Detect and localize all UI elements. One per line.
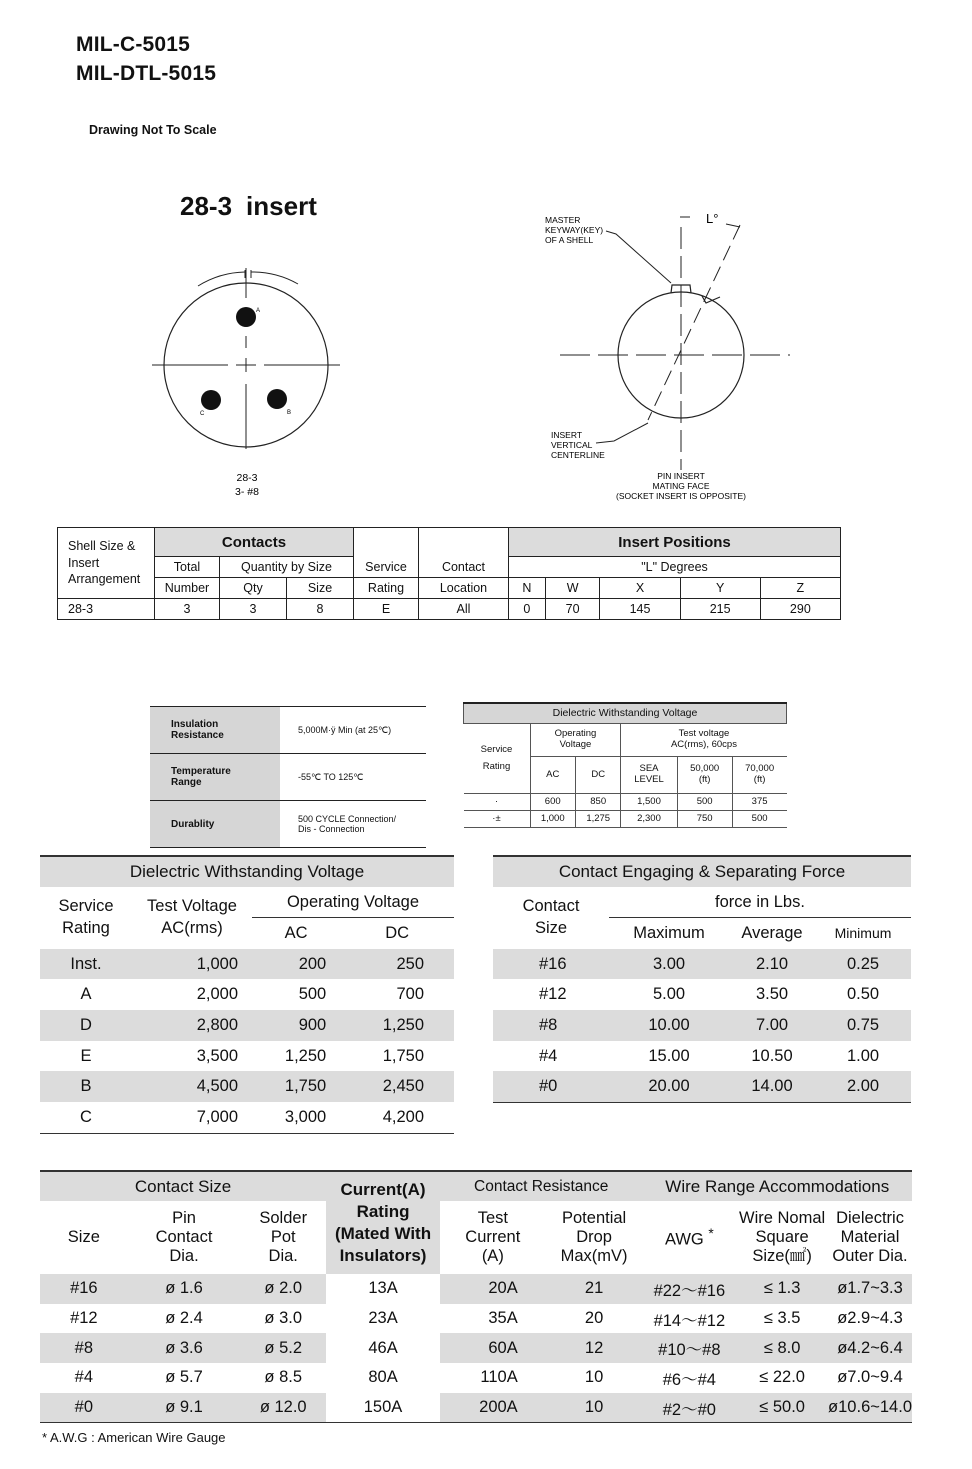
contact-a [236,307,256,327]
qty-by-size-header: Quantity by Size [220,557,354,578]
cell: #2～#0 [643,1393,737,1423]
cell: #12 [539,985,567,1004]
angle-label: L° [706,211,719,226]
cell: 1,275 [575,811,620,828]
cell: 80A [326,1363,440,1393]
cell: ø 3.0 [264,1309,303,1328]
cell: ≤ 22.0 [759,1368,805,1387]
cell: ·± [464,811,531,828]
cell: 3,000 [252,1102,340,1133]
table-row [493,949,911,980]
cell: 1,750 [382,1046,424,1065]
header-text: Current [465,1228,521,1247]
table-row [40,1363,912,1393]
value-text: Dis - Connection [298,824,365,834]
row-value: 5,000M·ÿ Min (at 25℃) [280,707,426,754]
cell: 500 [298,985,327,1004]
key-text: Temperature [171,766,231,777]
drawing-caption: 28-3 [236,472,258,484]
cell: #16 [493,949,609,980]
service-header: Service [354,557,419,578]
header-text: Arrangement [68,572,141,587]
contact-c-label: C [200,411,205,417]
insert-positions-header: Insert Positions [509,528,841,557]
cell: 2,450 [340,1071,454,1102]
mating-face-label: PIN INSERT [657,471,705,481]
cell: 4,500 [132,1071,252,1102]
insert-word: insert [246,191,317,221]
cell: 21 [546,1274,643,1304]
cell: E [80,1046,92,1065]
cell: 46A [326,1333,440,1363]
cell: B [40,1071,132,1102]
operating-voltage-header: Operating Voltage [252,887,454,918]
contacts-table [57,527,841,620]
cell: 1,750 [252,1071,340,1102]
cell: 7,000 [132,1102,252,1133]
cell: 3.50 [755,985,789,1004]
header-text: Solder [259,1209,308,1228]
awg-footnote-mark: * [708,1225,714,1241]
cell: E [354,599,419,620]
header-text: Operating [554,728,597,740]
cell: 20 [584,1309,604,1328]
insert-position-drawing [540,205,800,510]
cell: 70 [545,599,600,620]
cell: ø 9.1 [128,1393,241,1423]
rating-header: Rating [354,578,419,599]
cell: A [80,985,92,1004]
cell: 35A [488,1309,518,1328]
header-text: Pot [270,1228,296,1247]
header-text: Service [480,743,513,755]
cell: 20A [440,1274,546,1304]
cell: 1,250 [284,1046,327,1065]
table-row [40,1071,454,1102]
cell: 0.25 [815,949,911,980]
table-row [40,1102,454,1133]
maximum-header: Maximum [633,923,705,942]
cell: 145 [600,599,680,620]
cell: ≤ 3.5 [763,1309,801,1328]
mating-face-label: MATING FACE [652,481,710,491]
contact-size-table [40,1170,912,1423]
sea-level-header [621,757,677,794]
table-row [40,1274,912,1304]
insert-leader [596,423,648,443]
cell: ≤ 1.3 [736,1274,828,1304]
force-table [493,855,911,1103]
cell: 20.00 [609,1071,729,1102]
qty-header: Qty [220,578,287,599]
size-header: Size [67,1228,100,1247]
angle-arrow [726,224,740,227]
cell: 12 [546,1333,643,1363]
table-row [150,754,426,801]
pin-dia-header [128,1201,241,1274]
cell: 10 [584,1368,604,1387]
header-text: Service [58,897,114,916]
table-row [40,1304,912,1334]
insert-vertical-centerline [648,225,740,420]
header-text: (A) [481,1246,504,1265]
header-text: AC(rms) [161,918,223,937]
cell: #10～#8 [643,1333,737,1363]
potential-drop-header [546,1201,643,1274]
cell: 250 [340,949,454,980]
cell: 500 [732,811,786,828]
table-row [493,1010,911,1041]
cell: 8 [287,599,354,620]
cell: 1,250 [340,1010,454,1041]
cell: ø 1.6 [128,1274,241,1304]
cell: 4,200 [340,1102,454,1133]
position-y-header: Y [680,578,760,599]
cell: 200 [252,949,340,980]
dielectric-table [40,855,454,1134]
cell: ø 8.5 [264,1368,303,1387]
operating-voltage-header [530,724,621,757]
cell: 3,500 [196,1046,238,1065]
ac-header: AC [284,923,308,942]
awg-header [643,1201,737,1274]
cell: 375 [732,794,786,811]
test-current-header [440,1201,546,1274]
cell: 23A [326,1304,440,1334]
header-text: Rating [356,1201,410,1221]
table-row [40,1333,912,1363]
cell: 700 [396,985,424,1004]
cell: 290 [760,599,840,620]
cell: 1.00 [846,1046,880,1065]
cell: ø 5.2 [240,1333,326,1363]
cell: ø 3.6 [128,1333,241,1363]
table-row [493,979,911,1010]
header-text: Pin [172,1209,196,1228]
contacts-header: Contacts [155,528,354,557]
service-rating-header [464,724,531,794]
header-text: LEVEL [634,774,664,785]
contact-header: Contact [419,557,509,578]
key-text: Insulation [171,719,219,730]
position-n-header: N [509,578,546,599]
header-text: Contact [155,1228,213,1247]
key-text: Resistance [171,730,224,741]
row-value: -55℃ TO 125℃ [280,754,426,801]
cell: 0.75 [815,1010,911,1041]
table-caption: Dielectric Withstanding Voltage [40,856,454,887]
cell: C [40,1102,132,1133]
cell: 2,300 [621,811,677,828]
header-text: Dia. [268,1246,298,1265]
cell: 28-3 [58,599,155,620]
header-text: (Mated With [334,1224,432,1243]
cell: 0.50 [846,985,880,1004]
cell: 60A [440,1333,546,1363]
contact-c [201,390,221,410]
position-w-header: W [545,578,600,599]
contact-resistance-header: Contact Resistance [440,1171,643,1201]
header-text: Contact [522,897,580,916]
insert-number: 28-3 [180,191,233,221]
dc-header: DC [575,757,620,794]
insert-centerline-label: VERTICAL [551,440,593,450]
header-text: 50,000 [690,763,720,775]
header-text: Rating [62,918,110,937]
insert-title [180,191,317,222]
header-text: 70,000 [745,763,775,775]
cell: 13A [326,1274,440,1304]
test-voltage-header [132,887,252,949]
dielectric-dia-header [828,1201,912,1274]
header-text: SEA [639,763,659,775]
cell: 1,000 [132,949,252,980]
shell-size-header [58,528,155,599]
header-text: Insulators) [339,1246,427,1266]
table-row [493,1071,911,1102]
table-row [150,707,426,754]
cell: 150A [326,1393,440,1423]
header-text: Current(A) [340,1179,426,1199]
row-value [280,801,426,848]
cell: 3 [155,599,220,620]
cell: ø1.7~3.3 [828,1274,912,1304]
document-subtitle: MIL-DTL-5015 [76,62,217,85]
header-text: Rating [482,760,511,772]
position-z-header: Z [760,578,840,599]
shell-arc-right [251,272,298,284]
cell: ø 12.0 [240,1393,326,1423]
document-title: MIL-C-5015 [76,33,191,56]
cell: 10 [546,1393,643,1423]
keyway-label: OF A SHELL [545,235,594,245]
l-degrees-header: "L" Degrees [509,557,841,578]
cell: 900 [252,1010,340,1041]
header-text: Outer Dia. [832,1246,908,1265]
table-row [40,1010,454,1041]
size-header: Size [287,578,354,599]
small-dielectric-table [463,702,787,828]
altitude-50k-header [677,757,732,794]
cell: ø7.0~9.4 [837,1368,903,1387]
cell: ø 2.4 [165,1309,203,1328]
row-key [150,707,280,754]
table-row [493,1041,911,1072]
header-text: Shell Size & [68,538,136,553]
cell: #4 [539,1046,558,1065]
spacer-cell [354,528,419,557]
cell: 500 [677,794,732,811]
cell: #4 [74,1368,94,1387]
header-text: Test Voltage [147,897,237,916]
position-x-header: X [600,578,680,599]
header-text: Potential [562,1209,627,1228]
insert-face-drawing [150,262,350,502]
header-text: Dielectric [836,1209,904,1228]
cell: #6～#4 [662,1370,716,1389]
header-text: Size(㎟) [752,1246,812,1265]
minimum-header: Minimum [834,925,892,942]
force-unit-header: force in Lbs. [609,887,911,918]
key-text: Range [171,777,202,788]
cell: 2,800 [132,1010,252,1041]
cell: 5.00 [652,985,686,1004]
cell: #0 [493,1071,609,1102]
cell: 1,000 [530,811,575,828]
awg-footnote: * A.W.G : American Wire Gauge [42,1430,226,1445]
wire-size-header [736,1201,828,1274]
cell: ø 2.0 [240,1274,326,1304]
header-text: Test [477,1209,508,1228]
wire-range-header: Wire Range Accommodations [643,1171,912,1201]
cell: 215 [680,599,760,620]
number-header: Number [155,578,220,599]
location-header: Location [419,578,509,599]
spacer-cell [419,528,509,557]
table-caption: Dielectric Withstanding Voltage [464,703,787,724]
row-key: Durablity [150,801,280,848]
keyway-leader [606,231,671,283]
table-row [40,979,454,1010]
cell: 110A [480,1368,518,1387]
keyway-label: MASTER [545,215,581,225]
cell: ø 5.7 [165,1368,203,1387]
cell: D [40,1010,132,1041]
table-row [40,1393,912,1423]
dc-header: DC [385,923,410,942]
cell: ≤ 8.0 [736,1333,828,1363]
contact-b [267,389,287,409]
cell: 0 [509,599,546,620]
table-row [464,794,787,811]
total-header: Total [155,557,220,578]
cell: 200A [440,1393,546,1423]
cell: 850 [575,794,620,811]
cell: #14～#12 [653,1311,726,1330]
cell: ø2.9~4.3 [837,1309,903,1328]
current-rating-header [326,1171,440,1274]
cell: 7.00 [729,1010,815,1041]
insulation-table [150,706,426,848]
cell: 600 [530,794,575,811]
cell: #16 [40,1274,128,1304]
header-text: Wire Nomal [739,1209,826,1228]
table-row [40,949,454,980]
cell: #8 [493,1010,609,1041]
header-text: Max(mV) [560,1246,628,1265]
solder-pot-header [240,1201,326,1274]
cell: 14.00 [729,1071,815,1102]
mating-face-label: (SOCKET INSERT IS OPPOSITE) [616,491,746,501]
average-header: Average [741,923,803,942]
cell: 10.00 [609,1010,729,1041]
cell: 10.50 [751,1046,793,1065]
table-row [40,1041,454,1072]
cell: #22～#16 [643,1274,737,1304]
test-voltage-header [621,724,787,757]
header-text: AWG [664,1230,704,1249]
insert-centerline-label: CENTERLINE [551,450,605,460]
cell: 15.00 [648,1046,690,1065]
cell: #12 [70,1309,98,1328]
keyway-label: KEYWAY(KEY) [545,225,604,235]
value-text: 500 CYCLE Connection/ [298,814,397,824]
cell: 2,000 [196,985,238,1004]
cell: Inst. [40,949,132,980]
header-text: Square [755,1228,809,1247]
header-text: Test voltage [678,728,730,740]
header-text: Voltage [559,739,592,750]
header-text: (ft) [753,774,766,785]
insert-centerline-label: INSERT [551,430,583,440]
cell: 750 [677,811,732,828]
header-text: Material [840,1228,900,1247]
cell: · [464,794,531,811]
contact-size-header: Contact Size [40,1171,326,1201]
table-row [58,599,841,620]
ac-header: AC [530,757,575,794]
row-key [150,754,280,801]
header-text: Dia. [169,1246,199,1265]
header-text: (ft) [698,774,711,785]
cell: 3 [220,599,287,620]
header-text: Size [534,918,568,937]
table-row [150,801,426,848]
cell: ≤ 50.0 [736,1393,828,1423]
cell: 2.00 [815,1071,911,1102]
cell: 3.00 [609,949,729,980]
cell: #0 [40,1393,128,1423]
cell: ø4.2~6.4 [828,1333,912,1363]
table-caption: Contact Engaging & Separating Force [493,856,911,887]
cell: #8 [40,1333,128,1363]
header-text: Insert [68,555,100,570]
altitude-70k-header [732,757,786,794]
scale-note: Drawing Not To Scale [89,123,217,137]
table-row [464,811,787,828]
cell: 2.10 [729,949,815,980]
service-rating-header [40,887,132,949]
cell: ø10.6~14.0 [828,1393,912,1423]
header-text: AC(rms), 60cps [670,739,737,750]
cell: 1,500 [621,794,677,811]
drawing-caption-contacts: 3- #8 [235,486,259,498]
contact-b-label: B [287,410,292,416]
header-text: Drop [576,1228,612,1247]
contact-a-label: A [256,308,261,314]
contact-size-header [493,887,609,949]
cell: All [419,599,509,620]
